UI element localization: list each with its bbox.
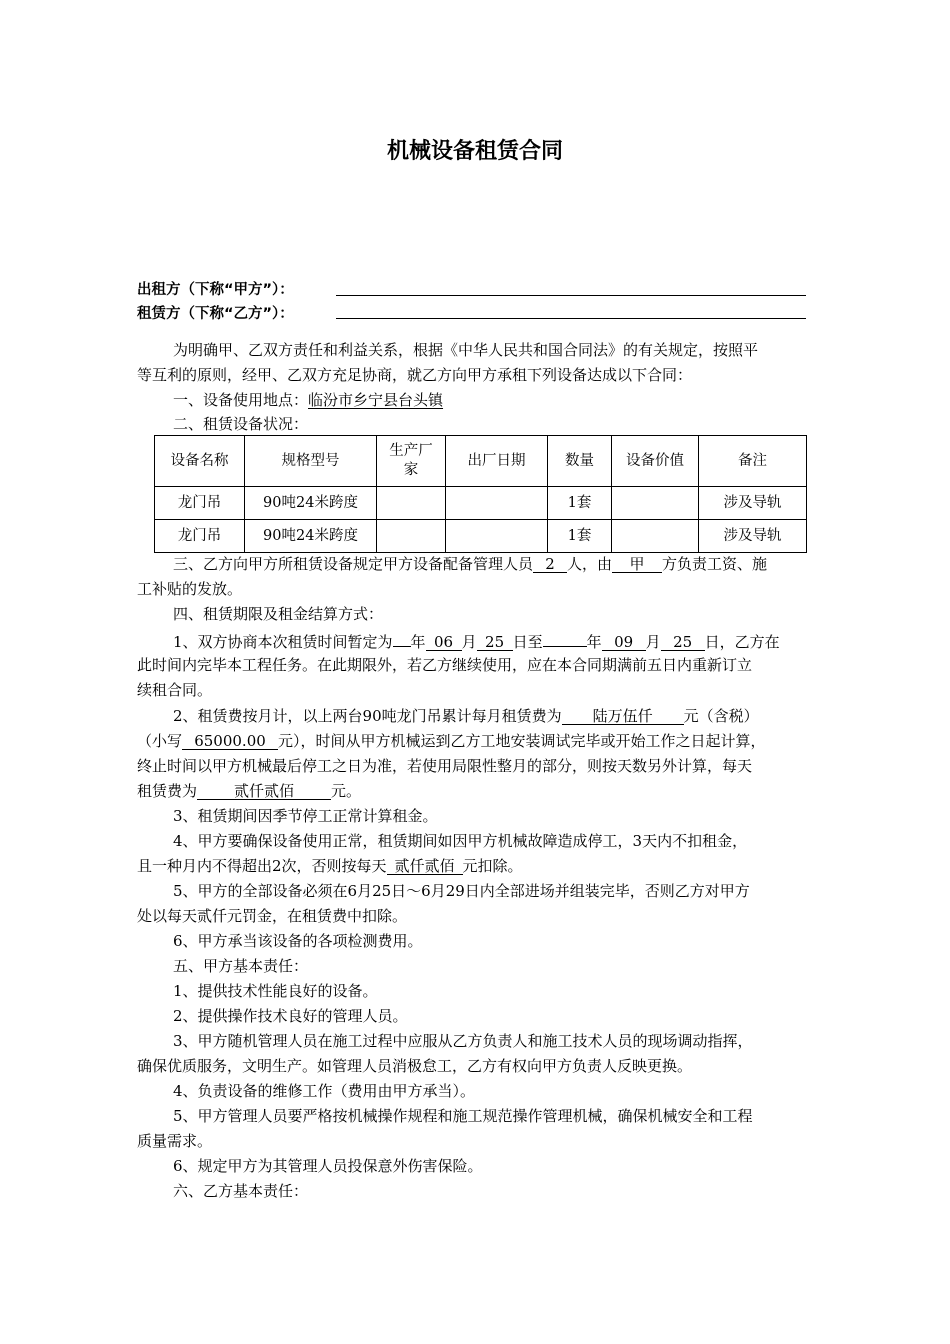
monthly-rent-amount: 陆万伍仟 [562, 708, 684, 725]
intro-line-2: 等互利的原则，经甲、乙双方充足协商，就乙方向甲方承租下列设备达成以下合同： [137, 366, 693, 384]
col-header-model: 规格型号 [245, 436, 377, 487]
cell-model: 90吨24米跨度 [245, 520, 377, 553]
section-3-line-2: 工补贴的发放。 [137, 580, 243, 598]
downtime-fine-amount: 贰仟贰佰 [387, 858, 463, 875]
clause-4-4-line-1: 4、甲方要确保设备使用正常，租赁期间如因甲方机械故障造成停工，3天内不扣租金， [173, 832, 748, 850]
clause-4-4-line-2: 且一种月内不得超出2次，否则按每天 贰仟贰佰 元扣除。 [137, 857, 523, 875]
col-header-name: 设备名称 [155, 436, 245, 487]
cell-note: 涉及导轨 [699, 487, 807, 520]
page-title: 机械设备租赁合同 [386, 139, 563, 164]
lessor-blank-line [336, 295, 806, 296]
daily-rent-amount: 贰仟贰佰 [197, 783, 331, 800]
wage-party: 甲 [612, 556, 662, 573]
cell-value [612, 520, 699, 553]
cell-maker [377, 520, 446, 553]
section-1-location [173, 390, 827, 410]
intro-line-1: 为明确甲、乙双方责任和利益关系，根据《中华人民共和国合同法》的有关规定，按照平 [173, 341, 759, 359]
staff-count: 2 [533, 556, 567, 573]
section-2-heading: 二、租赁设备状况： [173, 415, 309, 433]
cell-qty: 1套 [548, 520, 612, 553]
cell-date [446, 487, 548, 520]
lessee-blank-line [336, 318, 806, 319]
lessor-label: 出租方（下称“甲方”）： [137, 282, 294, 298]
col-header-date: 出厂日期 [446, 436, 548, 487]
rent-line-4: 租赁费为 贰仟贰佰 元。 [137, 782, 362, 800]
clause-5-2: 2、提供操作技术良好的管理人员。 [173, 1007, 408, 1025]
table-row [155, 487, 807, 520]
section-3-line-1: 三、乙方向甲方所租赁设备规定甲方设备配备管理人员 2 人，由 甲 方负责工资、施 [173, 555, 768, 573]
term-line-2: 此时间内完毕本工程任务。在此期限外，若乙方继续使用，应在本合同期满前五日内重新订立 [137, 656, 753, 674]
rent-line-1: 2、租赁费按月计，以上两台90吨龙门吊累计每月租赁费为 陆万伍仟 元（含税） [173, 707, 759, 725]
term-line-1: 1、双方协商本次租赁时间暂定为 年 06 月 25 日至 年 09 月 25 日，乙方在 [173, 630, 827, 652]
cell-date [446, 520, 548, 553]
location-value: 临汾市乡宁县台头镇 [308, 391, 444, 409]
section-5-heading: 五、甲方基本责任： [173, 957, 309, 975]
start-month: 06 [426, 634, 462, 651]
cell-maker [377, 487, 446, 520]
clause-5-1: 1、提供技术性能良好的设备。 [173, 982, 378, 1000]
end-year-blank [543, 630, 587, 647]
table-header-row [155, 436, 807, 487]
rent-line-3: 终止时间以甲方机械最后停工之日为准，若使用局限性整月的部分，则按天数另外计算，每天 [137, 757, 753, 775]
cell-name: 龙门吊 [155, 487, 245, 520]
col-header-qty: 数量 [548, 436, 612, 487]
col-header-note: 备注 [699, 436, 807, 487]
equipment-table [154, 435, 807, 553]
clause-4-5-line-2: 处以每天贰仟元罚金，在租赁费中扣除。 [137, 907, 408, 925]
section-4-heading: 四、租赁期限及租金结算方式： [173, 605, 384, 623]
clause-5-6: 6、规定甲方为其管理人员投保意外伤害保险。 [173, 1157, 483, 1175]
clause-5-3-line-2: 确保优质服务，文明生产。如管理人员消极怠工，乙方有权向甲方负责人反映更换。 [137, 1057, 693, 1075]
start-day: 25 [477, 634, 513, 651]
end-month: 09 [602, 634, 646, 651]
cell-note: 涉及导轨 [699, 520, 807, 553]
col-header-maker: 生产厂 家 [377, 436, 446, 487]
table-row [155, 520, 807, 553]
location-label: 一、设备使用地点： [173, 391, 309, 409]
col-header-value: 设备价值 [612, 436, 699, 487]
clause-4-3: 3、租赁期间因季节停工正常计算租金。 [173, 807, 438, 825]
lessee-label: 租赁方（下称“乙方”）： [137, 306, 294, 322]
clause-5-3-line-1: 3、甲方随机管理人员在施工过程中应服从乙方负责人和施工技术人员的现场调动指挥， [173, 1032, 753, 1050]
clause-5-4: 4、负责设备的维修工作（费用由甲方承当）。 [173, 1082, 476, 1100]
monthly-rent-number: 65000.00 [182, 733, 278, 750]
cell-model: 90吨24米跨度 [245, 487, 377, 520]
clause-5-5-line-2: 质量需求。 [137, 1132, 213, 1150]
cell-qty: 1套 [548, 487, 612, 520]
term-line-3: 续租合同。 [137, 681, 213, 699]
clause-4-6: 6、甲方承当该设备的各项检测费用。 [173, 932, 423, 950]
rent-line-2: （小写 65000.00 元），时间从甲方机械运到乙方工地安装调试完毕或开始工作之日起计算， [137, 732, 766, 750]
end-day: 25 [661, 634, 705, 651]
cell-name: 龙门吊 [155, 520, 245, 553]
section-6-heading: 六、乙方基本责任： [173, 1182, 309, 1200]
start-year-blank [393, 630, 411, 647]
clause-4-5-line-1: 5、甲方的全部设备必须在6月25日～6月29日内全部进场并组装完毕，否则乙方对甲方 [173, 882, 750, 900]
clause-5-5-line-1: 5、甲方管理人员要严格按机械操作规程和施工规范操作管理机械，确保机械安全和工程 [173, 1107, 753, 1125]
cell-value [612, 487, 699, 520]
